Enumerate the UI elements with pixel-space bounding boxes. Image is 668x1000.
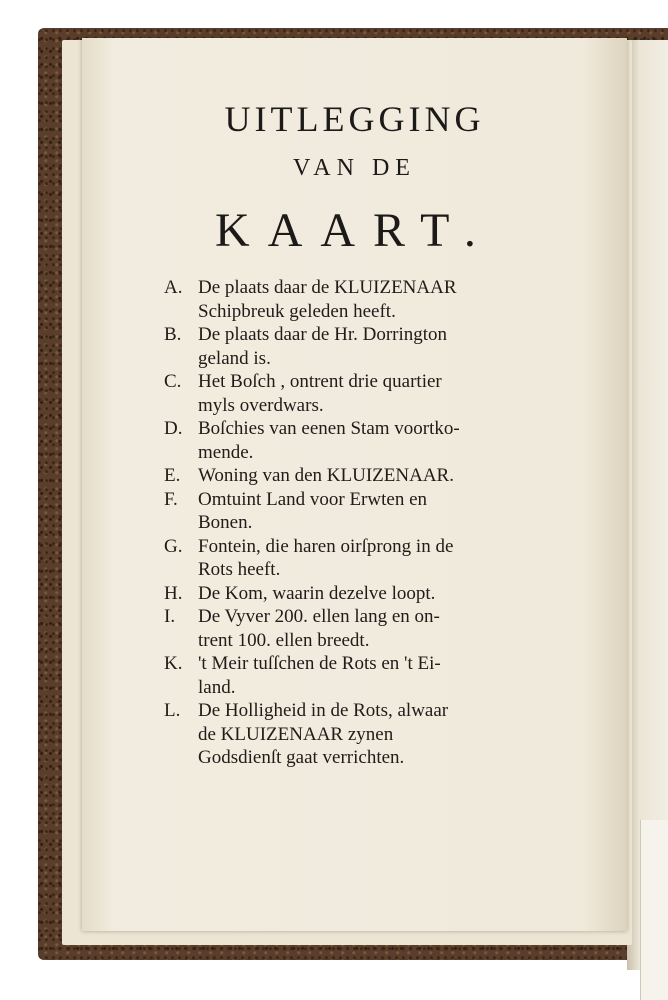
legend-entry-f — [164, 488, 568, 535]
entry-letter: I. — [164, 606, 176, 627]
entry-line: Bonen. — [198, 512, 253, 533]
legend-entry-h — [164, 582, 568, 606]
entry-line: Schipbreuk geleden heeft. — [198, 300, 396, 322]
legend-entry-g — [164, 535, 568, 582]
legend-entry-i — [164, 605, 568, 652]
entry-line: mende. — [198, 441, 254, 463]
entry-line: Fontein, die haren oirſprong in de — [198, 535, 454, 557]
entry-line: Rots heeft. — [198, 559, 281, 580]
entry-line: Boſchies van eenen Stam voortko- — [198, 418, 460, 439]
entry-line: myls overdwars. — [198, 394, 324, 416]
entry-letter: K. — [164, 653, 183, 674]
entry-line: Woning van den KLUIZENAAR. — [198, 465, 454, 486]
title-line-2: VAN DE — [293, 155, 416, 181]
entry-line: geland is. — [198, 347, 271, 369]
entry-letter: D. — [164, 418, 183, 439]
entry-line: De Holligheid in de Rots, alwaar — [198, 700, 449, 721]
legend-entry-c — [164, 370, 568, 417]
entry-letter: L. — [164, 700, 181, 721]
entry-line: land. — [198, 676, 236, 698]
entry-letter: G. — [164, 535, 183, 557]
entry-letter: E. — [164, 465, 181, 486]
legend-list — [164, 276, 568, 770]
legend-entry-k — [164, 652, 568, 699]
entry-letter: C. — [164, 371, 182, 392]
entry-letter: H. — [164, 582, 183, 604]
entry-line: trent 100. ellen breedt. — [198, 629, 370, 651]
entry-line: Het Boſch , ontrent drie quartier — [198, 371, 442, 392]
entry-letter: B. — [164, 324, 182, 345]
facing-page-edge — [640, 820, 668, 1000]
legend-entry-e — [164, 464, 568, 488]
legend-entry-l — [164, 699, 568, 770]
book-page — [82, 38, 627, 931]
legend-entry-d — [164, 417, 568, 464]
legend-entry-b — [164, 323, 568, 370]
entry-line: Omtuint Land voor Erwten en — [198, 488, 428, 510]
title-line-1: UITLEGGING — [224, 99, 485, 139]
entry-line: De Kom, waarin dezelve loopt. — [198, 582, 436, 604]
entry-line: De plaats daar de Hr. Dorrington — [198, 324, 448, 345]
title-line-3: KAART. — [215, 204, 494, 257]
legend-entry-a — [164, 276, 568, 323]
entry-line: 't Meir tuſſchen de Rots en 't Ei- — [198, 653, 441, 674]
entry-line: De Vyver 200. ellen lang en on- — [198, 606, 440, 627]
entry-letter: A. — [164, 277, 183, 298]
entry-line: De plaats daar de KLUIZENAAR — [198, 277, 457, 298]
entry-line: de KLUIZENAAR zynen — [198, 723, 394, 745]
entry-line: Godsdienſt gaat verrichten. — [198, 747, 405, 768]
entry-letter: F. — [164, 488, 178, 510]
